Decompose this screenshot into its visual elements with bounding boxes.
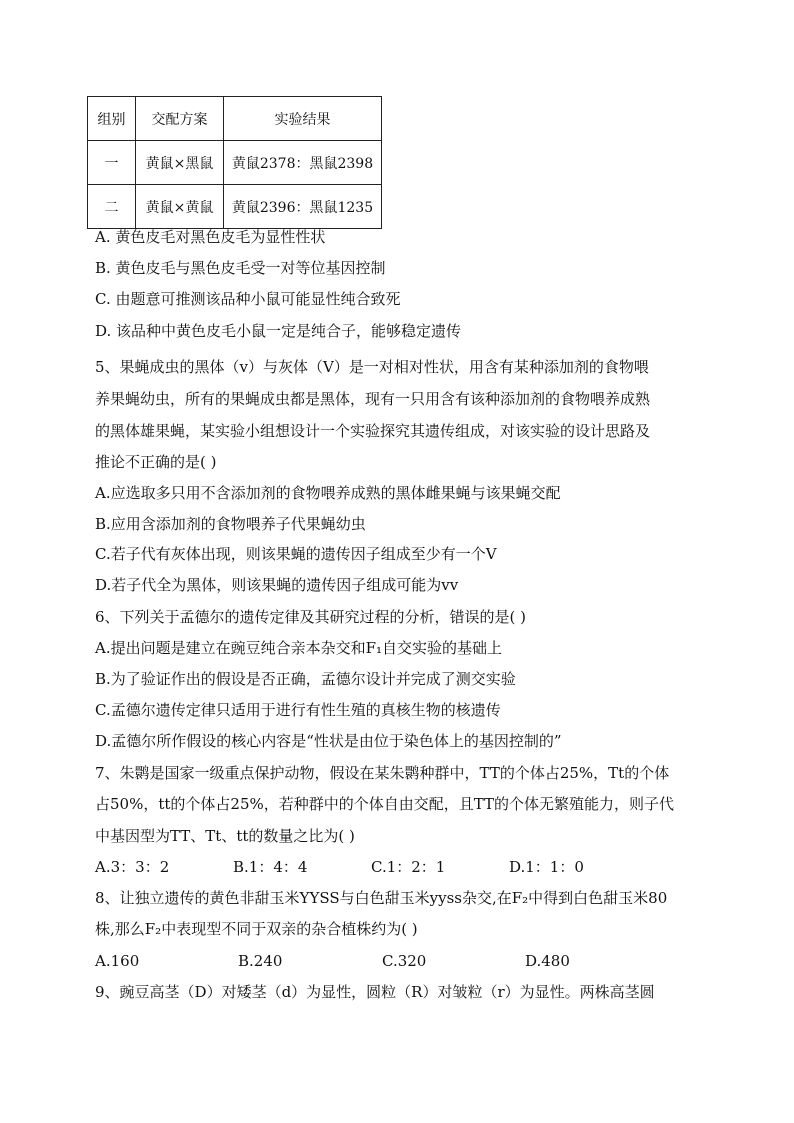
q8-option-a: A.160 — [95, 952, 140, 970]
q5-option-d: D.若子代全为黑体，则该果蝇的遗传因子组成可能为vv — [95, 576, 459, 594]
q5-stem-line: 养果蝇幼虫，所有的果蝇成虫都是黑体，现有一只用含有该种添加剂的食物喂养成熟 — [95, 390, 651, 408]
table-header-cell: 实验结果 — [224, 97, 382, 141]
experiment-table — [87, 96, 382, 229]
table-cell: 黄鼠2378：黑鼠2398 — [224, 141, 382, 185]
table-cell: 黄鼠×黑鼠 — [136, 141, 224, 185]
q8-options-row — [95, 950, 570, 972]
q7-stem-line: 中基因型为TT、Tt、tt的数量之比为( ) — [95, 827, 355, 845]
table-cell: 二 — [88, 185, 136, 229]
q4-option-a: A. 黄色皮毛对黑色皮毛为显性性状 — [95, 228, 326, 246]
q7-option-c: C.1：2：1 — [371, 858, 446, 876]
table-row — [88, 141, 382, 185]
table-header-cell: 组别 — [88, 97, 136, 141]
table-header-row — [88, 97, 382, 141]
q8-option-d: D.480 — [525, 952, 570, 970]
q5-stem-line: 推论不正确的是( ) — [95, 453, 217, 471]
q7-option-b: B.1：4：4 — [233, 858, 308, 876]
q6-option-a: A.提出问题是建立在豌豆纯合亲本杂交和F₁自交实验的基础上 — [95, 639, 503, 657]
q8-option-c: C.320 — [382, 952, 427, 970]
q6-stem: 6、下列关于孟德尔的遗传定律及其研究过程的分析，错误的是( ) — [95, 608, 527, 626]
q4-option-b: B. 黄色皮毛与黑色皮毛受一对等位基因控制 — [95, 259, 386, 277]
q7-stem-line: 7、朱鹮是国家一级重点保护动物，假设在某朱鹮种群中，TT的个体占25%，Tt的个体 — [95, 764, 670, 782]
q8-stem-line: 8、让独立遗传的黄色非甜玉米YYSS与白色甜玉米yyss杂交,在F₂中得到白色甜玉米80 — [95, 889, 668, 907]
table-cell: 一 — [88, 141, 136, 185]
q5-option-c: C.若子代有灰体出现，则该果蝇的遗传因子组成至少有一个V — [95, 545, 497, 563]
q8-option-b: B.240 — [238, 952, 283, 970]
q7-option-a: A.3：3：2 — [95, 858, 170, 876]
table-cell: 黄鼠×黄鼠 — [136, 185, 224, 229]
q6-option-b: B.为了验证作出的假设是否正确，孟德尔设计并完成了测交实验 — [95, 670, 516, 688]
q7-options-row — [95, 856, 584, 878]
q7-option-d: D.1：1：0 — [509, 858, 584, 876]
q4-option-c: C. 由题意可推测该品种小鼠可能显性纯合致死 — [95, 290, 401, 308]
q5-stem-line: 5、果蝇成虫的黑体（v）与灰体（V）是一对相对性状，用含有某种添加剂的食物喂 — [95, 358, 649, 376]
q8-stem-line: 株,那么F₂中表现型不同于双亲的杂合植株约为( ) — [95, 920, 418, 938]
q9-stem: 9、豌豆高茎（D）对矮茎（d）为显性，圆粒（R）对皱粒（r）为显性。两株高茎圆 — [95, 983, 655, 1001]
q5-option-a: A.应选取多只用不含添加剂的食物喂养成熟的黑体雌果蝇与该果蝇交配 — [95, 484, 561, 502]
q5-stem-line: 的黑体雄果蝇，某实验小组想设计一个实验探究其遗传组成，对该实验的设计思路及 — [95, 422, 651, 440]
q5-option-b: B.应用含添加剂的食物喂养子代果蝇幼虫 — [95, 515, 366, 533]
table-cell: 黄鼠2396：黑鼠1235 — [224, 185, 382, 229]
q6-option-d: D.孟德尔所作假设的核心内容是“性状是由位于染色体上的基因控制的” — [95, 732, 562, 750]
q4-option-d: D. 该品种中黄色皮毛小鼠一定是纯合子，能够稳定遗传 — [95, 322, 462, 340]
q7-stem-line: 占50%，tt的个体占25%，若种群中的个体自由交配，且TT的个体无繁殖能力，则子代 — [95, 795, 675, 813]
table-row — [88, 185, 382, 229]
table-header-cell: 交配方案 — [136, 97, 224, 141]
q6-option-c: C.孟德尔遗传定律只适用于进行有性生殖的真核生物的核遗传 — [95, 701, 501, 719]
